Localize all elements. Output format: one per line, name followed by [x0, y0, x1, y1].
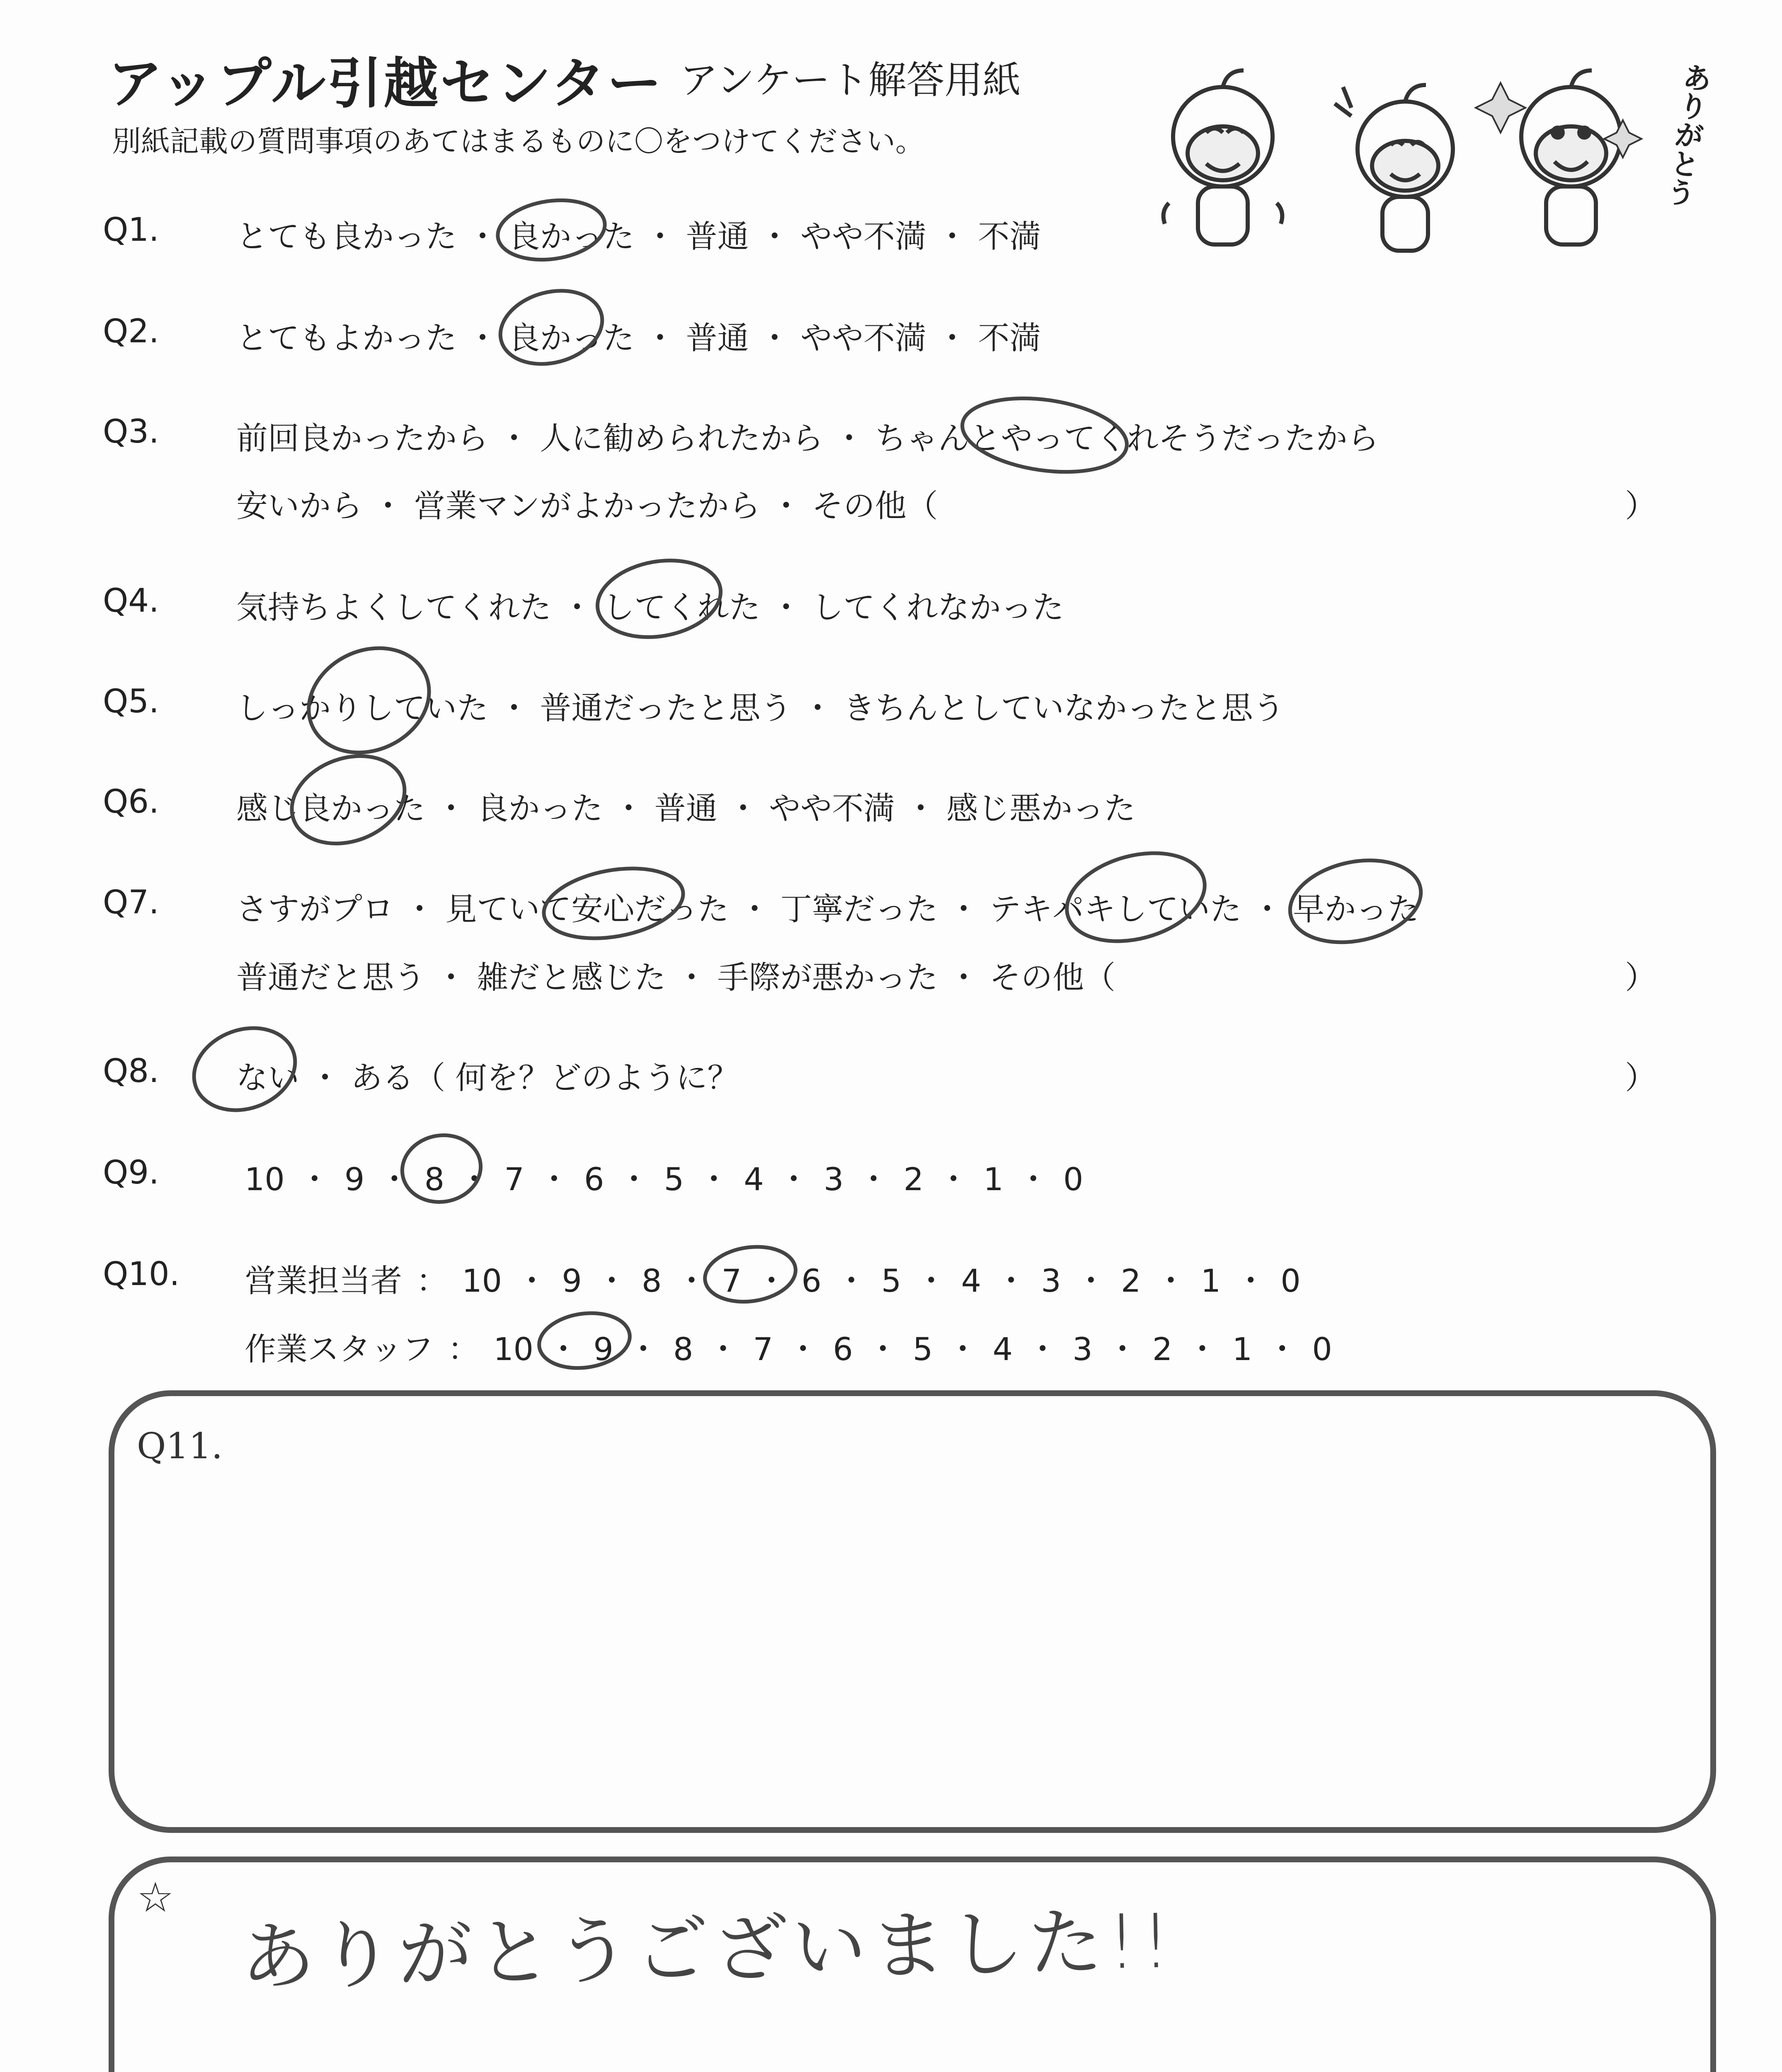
q7-options-line2: 普通だと思う ・ 雑だと感じた ・ 手際が悪かった ・ その他（ — [236, 959, 1115, 996]
q7-close-paren: ） — [1625, 959, 1656, 996]
q9-label: Q9. — [103, 1154, 159, 1191]
instructions: 別紙記載の質問事項のあてはまるものに〇をつけてください。 — [112, 124, 924, 158]
q3-options-line2: 安いから ・ 営業マンがよかったから ・ その他（ — [236, 487, 938, 524]
mascot-thanks-text: ありがとう — [1660, 60, 1714, 209]
q11-label: Q11. — [137, 1426, 223, 1467]
q10-staff-scale: 作業スタッフ ： 10 ・ 9 ・ 8 ・ 7 ・ 6 ・ 5 ・ 4 ・ 3 ・ 2 ・ 1 ・ 0 — [245, 1331, 1332, 1368]
form-subtitle: アンケート解答用紙 — [680, 58, 1021, 102]
q8-label: Q8. — [103, 1053, 159, 1090]
q7-label: Q7. — [103, 884, 159, 921]
handwritten-comment: ありがとうございました!! — [240, 1898, 1176, 2001]
q10-sales-scale: 営業担当者 ： 10 ・ 9 ・ 8 ・ 7 ・ 6 ・ 5 ・ 4 ・ 3 ・ 2 ・ 1 ・ 0 — [245, 1262, 1301, 1299]
q1-label: Q1. — [103, 211, 159, 249]
q11-answer-box[interactable] — [109, 1390, 1716, 1833]
star-icon: ☆ — [137, 1873, 174, 1922]
q9-scale: 10 ・ 9 ・ 8 ・ 7 ・ 6 ・ 5 ・ 4 ・ 3 ・ 2 ・ 1 ・ 0 — [245, 1161, 1084, 1198]
q1-options: とても良かった ・ 良かった ・ 普通 ・ やや不満 ・ 不満 — [236, 218, 1041, 255]
q3-close-paren: ） — [1625, 487, 1656, 524]
q3-label: Q3. — [103, 413, 159, 450]
q4-label: Q4. — [103, 582, 159, 620]
q5-options: しっかりしていた ・ 普通だったと思う ・ きちんとしていなかったと思う — [236, 690, 1285, 726]
q4-options: 気持ちよくしてくれた ・ してくれた ・ してくれなかった — [236, 589, 1064, 626]
q6-label: Q6. — [103, 783, 159, 821]
form-title: アップル引越センター — [108, 52, 664, 116]
q8-close-paren: ） — [1625, 1059, 1656, 1096]
q2-label: Q2. — [103, 313, 159, 350]
q5-label: Q5. — [103, 683, 159, 720]
q8-options: ない ・ ある（ 何を？どのように？ — [236, 1059, 739, 1096]
q6-options: 感じ良かった ・ 良かった ・ 普通 ・ やや不満 ・ 感じ悪かった — [236, 790, 1136, 827]
q10-label: Q10. — [103, 1256, 180, 1293]
q3-options-line1: 前回良かったから ・ 人に勧められたから ・ ちゃんとやってくれそうだったから — [236, 420, 1379, 457]
q2-options: とてもよかった ・ 良かった ・ 普通 ・ やや不満 ・ 不満 — [236, 320, 1041, 356]
q7-options-line1: さすがプロ ・ 見ていて安心だった ・ 丁寧だった ・ テキパキしていた ・ 早かった — [236, 891, 1419, 927]
